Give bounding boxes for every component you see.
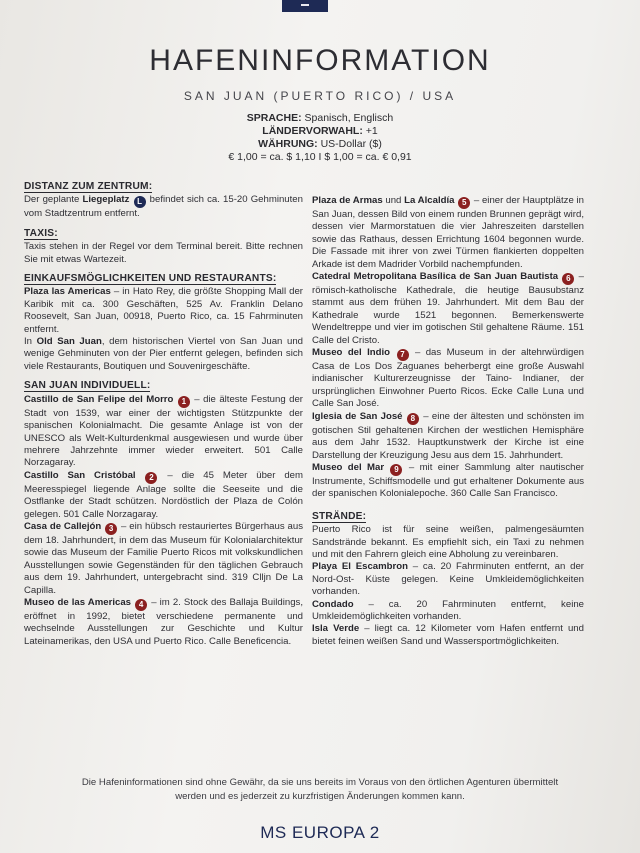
beach-intro: Puerto Rico ist für seine weißen, palmengesäumten Sandstrände bekannt. Es empfiehlt sich, ein Taxi zu nehmen und mit den Fahrern gleich eine Abholung zu vereinbaren.: [312, 524, 584, 560]
section-title-individual: SAN JUAN INDIVIDUELL:: [24, 380, 151, 392]
left-column: [24, 181, 303, 655]
section-title-taxis: TAXIS:: [24, 227, 58, 239]
sight-item: Museo de las Americas 4 – im 2. Stock des Ballaja Buildings, eröffnet in 1992, bietet verschiedene permanente und wechselnde Ausstellungen zur Geschichte und Kultur Lateinamerikas, den USA und Puerto Rico. Calle Beneficencia.: [24, 596, 304, 647]
number-badge-icon: 8: [407, 413, 419, 425]
number-badge-icon: 7: [397, 349, 409, 361]
section-taxis: [24, 228, 303, 266]
sight-item: Museo del Mar 9 – mit einer Sammlung alter nautischer Instrumente, Schiffsmodelle und gut erhaltener Dokumente aus der spanischen Kolonialepoche. 360 Calle San Francisco.: [312, 461, 585, 500]
sight-item: Casa de Callejón 3 – ein hübsch restauriertes Bürgerhaus aus dem 18. Jahrhundert, in dem das Museum für Kolonialarchitektur sowie das Museum der Familie Puerto Ricos mit volkskundlichen Ausstellungen sowie Gegenständen für den täglichen Gebrauch aus dem 19. Jahrhundert, untergebracht sind. 319 Clljn De La Capilla.: [24, 520, 304, 596]
number-badge-icon: 4: [135, 599, 147, 611]
sight-item: Plaza de Armas und La Alcaldía 5 – einer der Hauptplätze in San Juan, dessen Bild von einem runden Brunnen geprägt wird, dessen vier Marmorstatuen die vier Jahreszeiten darstellen sowie das Rathaus, dessen Errichtung 1604 begonnen wurde. Die Fassade mit ihrer von zwei Türmen flankierten doppelten Arkade ist dem Madrider Vorbild nachempfunden.: [312, 195, 584, 270]
distance-text: Der geplante Liegeplatz L befindet sich ca. 15-20 Gehminuten vom Stadtzentrum entfernt.: [24, 194, 303, 220]
beach-item: Isla Verde – liegt ca. 12 Kilometer vom Hafen entfernt und bietet feinen weißen Sand und Wassersportmöglichkeiten.: [312, 623, 584, 647]
sight-item: Castillo San Cristóbal 2 – die 45 Meter über dem Meeresspiegel liegende Anlage sollte die Seeseite und die Ostflanke der Stadt schützen. Nordöstlich der Plaza de Colón gelegen. 501 Calle Norzagaray.: [24, 469, 303, 520]
brand-logo: MS EUROPA 2: [260, 823, 380, 842]
right-column: [312, 181, 584, 655]
number-badge-icon: 1: [178, 396, 190, 408]
tab-line-icon: [301, 4, 309, 6]
pier-badge-icon: L: [134, 196, 146, 208]
page-title: HAFENINFORMATION: [149, 44, 491, 77]
page-subtitle: SAN JUAN (PUERTO RICO) / USA: [183, 89, 457, 103]
number-badge-icon: 3: [105, 523, 117, 535]
disclaimer-line: werden und es jederzeit zu kurzfristigen Änderungen kommen kann.: [175, 791, 465, 802]
disclaimer: [20, 776, 620, 804]
section-distance: [24, 181, 303, 221]
shopping-item: Plaza las Americas – in Hato Rey, die größte Shopping Mall der Karibik mit ca. 300 Geschäften, 525 Av. Franklin Delano Roosevelt, San Juan, 00918, Puerto Rico, ca. 15 Fahrminuten entfernt.: [24, 286, 303, 335]
shopping-item: In Old San Juan, dem historischen Viertel von San Juan und wenige Gehminuten von der Pier entfernt gelegen, befinden sich viele Restaurants, Boutiquen und Souvenirgeschäfte.: [24, 336, 304, 372]
sight-item: Museo del Indio 7 – das Museum in der altehrwürdigen Casa de Los Dos Zaguanes beherbergt eine große Auswahl indianischer Kulturerzeugnisse der Taino- Indianer, der ursprünglichen Einwohner Puerto Ricos. Ecke Calle Luna und Calle San José.: [312, 347, 584, 410]
section-title-beaches: STRÄNDE:: [312, 510, 367, 522]
beach-item: Condado – ca. 20 Fahrminuten entfernt, keine Umkleidemöglichkeiten vorhanden.: [312, 598, 584, 622]
section-title-shopping: EINKAUFSMÖGLICHKEITEN UND RESTAURANTS:: [24, 273, 277, 285]
section-sights-continued: [312, 195, 584, 501]
number-badge-icon: 9: [390, 464, 402, 476]
section-beaches: [312, 511, 584, 648]
sight-item: Iglesia de San José 8 – eine der ältesten und schönsten im gotischen Stil gehaltenen Kirchen der westlichen Hemisphäre aus dem Jahr 1532. Hauptkunstwerk der Kirche ist eine Darstellung der Kreuzigung Jesu aus dem 15. Jahrhundert.: [312, 410, 585, 461]
section-shopping: [24, 273, 303, 373]
number-badge-icon: 5: [458, 197, 470, 209]
disclaimer-line: Die Hafeninformationen sind ohne Gewähr, da sie uns bereits im Voraus von den örtlichen Agenturen übermittelt: [81, 777, 559, 788]
meta-currency: WÄHRUNG: US-Dollar ($): [258, 138, 382, 150]
section-title-distance: DISTANZ ZUM ZENTRUM:: [24, 181, 153, 192]
number-badge-icon: 2: [145, 472, 157, 484]
port-meta: [0, 112, 640, 164]
number-badge-icon: 6: [562, 273, 574, 285]
meta-exchange-rate: € 1,00 = ca. $ 1,10 I $ 1,00 = ca. € 0,91: [228, 151, 412, 163]
beach-item: Playa El Escambron – ca. 20 Fahrminuten entfernt, an der Nord-Ost- Küste gelegen. Keine Umkleidemöglichkeiten vorhanden.: [312, 561, 585, 598]
top-tab-marker: [282, 0, 328, 12]
meta-dial-code: LÄNDERVORWAHL: +1: [262, 125, 378, 137]
meta-language: SPRACHE: Spanisch, Englisch: [246, 112, 394, 124]
section-individual: [24, 380, 303, 648]
taxi-text: Taxis stehen in der Regel vor dem Terminal bereit. Bitte rechnen Sie mit etwas Wartezeit.: [24, 241, 303, 265]
sight-item: Castillo de San Felipe del Morro 1 – die älteste Festung der Stadt von 1539, war einer der wichtigsten Stützpunkte der spanischen Kolonialmacht. Die gesamte Anlage ist von der UNESCO als Welt-Kulturdenkmal ausgewiesen und wurde über mehrere Jahrzehnte immer wieder erweitert. 501 Calle Norzagaray.: [24, 393, 303, 469]
sight-item: Catedral Metropolitana Basílica de San Juan Bautista 6 – römisch-katholische Kathedrale, die heutige Bausubstanz stammt aus dem frühen 19. Jahrhundert. Mit dem Bau der Kathedrale wurde 1521 begonnen. Bemerkenswerte Wendeltreppe und vier im gotischen Stil gehaltene Räume. 151 Calle del Cristo.: [312, 271, 584, 346]
